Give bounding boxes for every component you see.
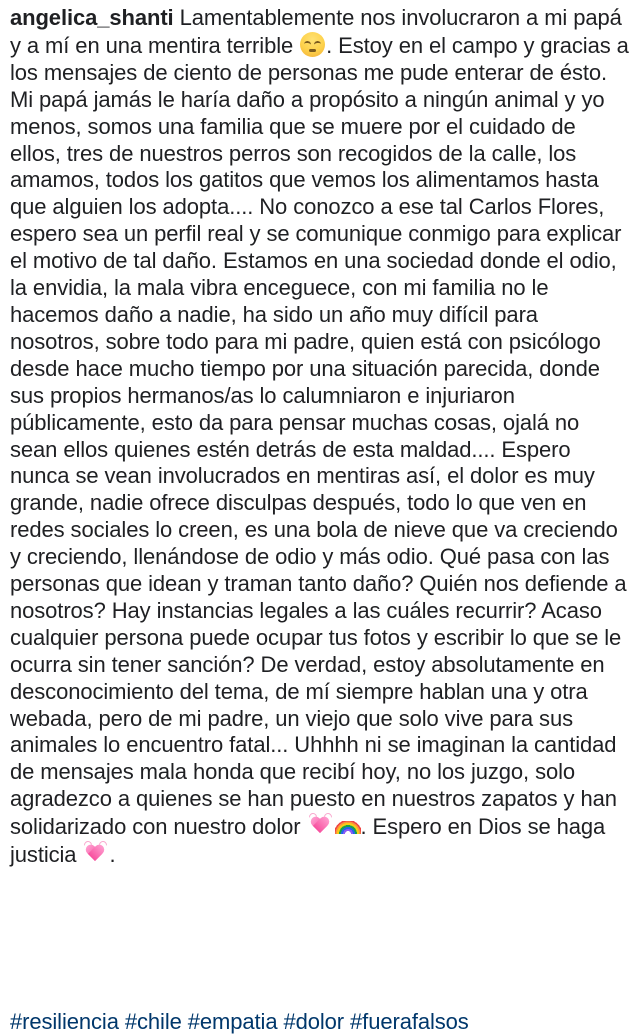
caption-text-1: Lamentablemente nos involucraron a mi papá y a mí en una mentira terrible [10, 5, 622, 58]
post-caption [10, 5, 631, 869]
hashtags-line[interactable]: #resiliencia #chile #empatia #dolor #fuerafalsos [10, 1009, 469, 1034]
caption-text-3: . Espero en Dios se haga justicia [10, 814, 606, 868]
caption-text-4: . [109, 842, 116, 868]
pensive-face-right-eye [314, 41, 322, 48]
pensive-face-emoji [300, 32, 325, 57]
rainbow-shape [335, 821, 361, 834]
pensive-face-mouth [309, 49, 316, 52]
caption-text-2: . Estoy en el campo y gracias a los mensajes de ciento de personas me pude enterar de ésto. Mi papá jamás le haría daño a propósito a ningún animal y yo menos, somos una familia que se muere por el cuidado de ellos, tres de nuestros perros son recogidos de la calle, los amamos, todos los gatitos que vemos los alimentamos hasta que alguien los adopta.... No conozco a ese tal Carlos Flores, espero sea un perfil real y se comunique conmigo para explicar el motivo de tal daño. Estamos en una sociedad donde el odio, la envidia, la mala vibra enceguece, con mi familia no le hacemos daño a nadie, ha sido un año muy difícil para nosotros, sobre todo para mi padre, quien está con psicólogo desde hace mucho tiempo por una situación parecida, donde sus propios hermanos/as lo calumniaron e injuriaron públicamente, esto da para pensar muchas cosas, ojalá no sean ellos quienes estén detrás de esta maldad.... Espero nunca se vean involucrados en mentiras así, el dolor es muy grande, nadie ofrece disculpas después, todo lo que ven en redes sociales lo creen, es una bola de nieve que va creciendo y creciendo, llenándose de odio y más odio. Qué pasa con las personas que idean y traman tanto daño? Quién nos defiende a nosotros? Hay instancias legales a las cuáles recurrir? Acaso cualquier persona puede ocupar tus fotos y escribir lo que se le ocurra sin tener sanción? De verdad, estoy absolutamente en desconocimiento del tema, de mí siempre hablan una y otra webada, pero de mi padre, un viejo que solo vive para sus animales lo encuentro fatal... Uhhhh ni se imaginan la cantidad de mensajes mala honda que recibí hoy, no los juzgo, solo agradezco a quienes se han puesto en nuestros zapatos y han solidarizado con nuestro dolor [10, 32, 629, 840]
rainbow-emoji [335, 813, 360, 838]
beating-heart-emoji [83, 841, 108, 866]
pensive-face-left-eye [304, 41, 312, 48]
beating-heart-emoji [308, 813, 333, 838]
username-link[interactable]: angelica_shanti [10, 5, 174, 30]
